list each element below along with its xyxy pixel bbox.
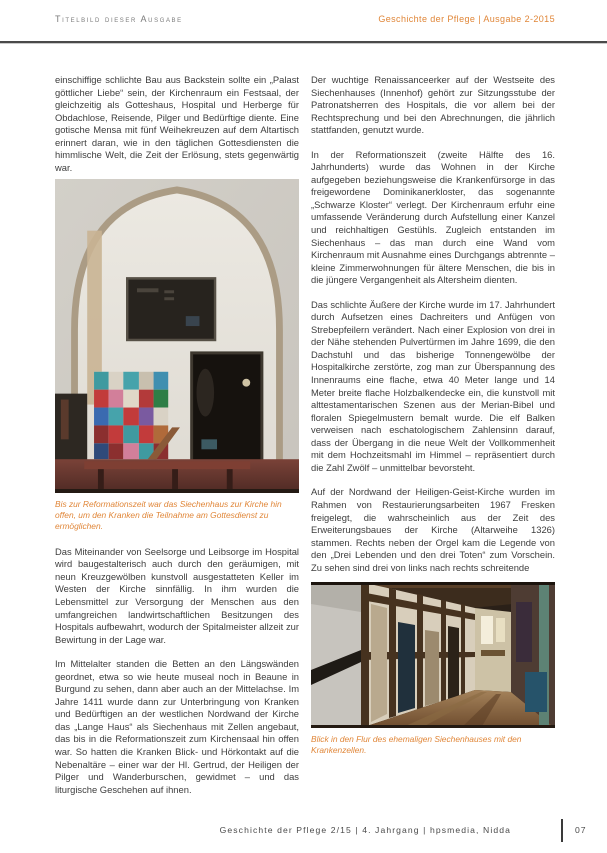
page-number: 07 <box>575 825 587 835</box>
footer-journal-info: Geschichte der Pflege 2/15 | 4. Jahrgang | hpsmedia, Nidda <box>219 825 511 835</box>
corridor-photo <box>311 582 555 728</box>
body-paragraph: Der wuchtige Renaissanceerker auf der Westseite des Siechenhauses (Innenhof) gehört zur Sitzungsstube der Patronatsherren des Hospitals, die vor allem bei der Rechtsprechung und bei den Abrechnungen, die jährlich stattfanden, genutzt wurde. <box>311 74 555 136</box>
header-issue-label: Geschichte der Pflege | Ausgabe 2-2015 <box>378 14 555 24</box>
right-column <box>311 74 555 796</box>
body-paragraph: Das schlichte Äußere der Kirche wurde im 17. Jahrhundert durch Aufsetzen eines Dachreiters und Anfügen von Strebepfeilern verändert. Nach einer Explosion von drei in der Nähe stehenden Pulvertürmen im Jahre 1699, die den Dachstuhl und das bisherige Tonnengewölbe der Hospitalkirche zerstörte, zog man zur Überspannung des Innenraums eine flache, etwa 40 Meter lange und 14 Meter breite flache Holzbalkendecke ein, die kunstvoll mit alttestamentarischen Szenen aus der Merian-Bibel und floralen Spiegelmustern bemalt wurde. Die elf Balken verweisen nach eschatologischem Zahlensinn darauf, dass der Übergang in die neue Welt der Vollkommenheit mit dem Hochzeitsmahl im Himmel – repräsentiert durch die Zahl Zwölf – unmittelbar bevorsteht. <box>311 298 555 473</box>
page-header <box>55 14 555 24</box>
body-paragraph: Das Miteinander von Seelsorge und Leibsorge im Hospital wird baugestalterisch auch durch den geräumigen, mit neun Kreuzgewölben kunstvoll ausgestatteten Keller im Westen der Kirche sinnfällig. In ihm wurden die Lebensmittel zur Versorgung der Menschen aus den umfangreichen landwirtschaftlichen Besitzungen des Hospitals aufbewahrt, wodurch der Spitalmeister allzeit zur Bewirtung in der Lage war. <box>55 545 299 645</box>
page-footer <box>0 818 607 842</box>
figure-caption: Bis zur Reformationszeit war das Siechenhaus zur Kirche hin offen, um den Kranken die Teilnahme am Gottesdienst zu ermöglichen. <box>55 499 282 531</box>
church-interior-photo <box>55 179 299 493</box>
corridor-illustration <box>311 582 555 728</box>
body-paragraph: Im Mittelalter standen die Betten an den Längswänden geordnet, etwa so wie heute museal noch in Beaune in Burgund zu sehen, dann aber auch an der Mittelachse. Im Jahre 1411 wurde dann zur Unterbringung von Kranken und Bedürftigen an der westlichen Nordwand der Kirche das „Lange Haus“ als Siechenhaus mit Zellen angebaut, das bis in die Reformationszeit zum Kirchensaal hin offen war. So hatten die Kranken Blick- und Hörkontakt auf die Nebenaltäre – einer war der Hl. Gertrud, der Heiligen der Pilger und Wanderburschen, gewidmet – und das liturgische Geschehen auf ihnen. <box>55 658 299 795</box>
header-section-title: Titelbild dieser Ausgabe <box>55 14 183 24</box>
figure-caption: Blick in den Flur des ehemaligen Siechenhauses mit den Krankenzellen. <box>311 734 522 756</box>
body-paragraph: Auf der Nordwand der Heiligen-Geist-Kirche wurden im Rahmen von Restaurierungsarbeiten 1967 Fresken freigelegt, die wahrscheinlich aus der Zeit des Erweiterungsbaues der Kirche (Altarweihe 1326) stammen. Rechts neben der Orgel kam die Legende von den „Drei Lebenden und den drei Toten“ zum Vorschein. Zu sehen sind drei von links nach rechts schreitende <box>311 486 555 573</box>
church-interior-illustration <box>55 179 299 493</box>
text-columns <box>55 74 555 796</box>
body-paragraph: In der Reformationszeit (zweite Hälfte des 16. Jahrhunderts) wurde das Wohnen in der Kirche aufgegeben beziehungsweise die Krankenfürsorge in das freigewordene Dominikanerkloster, das sogenannte „Schwarze Kloster“ verlegt. Der Kirchenraum erfuhr eine umfassende Veränderung durch Aufstellung einer Kanzel und reichhaltigen Gestühls. Zugleich entstanden im Siechenhaus – das man durch eine Wand vom Kirchenraum mit Ausnahme eines Durchgangs abtrennte – kleine Zimmerwohnungen für ältere Menschen, die bis in die jüngere Vergangenheit als Altersheim dienten. <box>311 148 555 286</box>
footer-divider <box>561 819 563 842</box>
header-rule <box>0 41 607 44</box>
body-paragraph: einschiffige schlichte Bau aus Backstein sollte ein „Palast göttlicher Liebe“ sein, der Kirchenraum ein Festsaal, der gleichzeitig als Gotteshaus, Hospital und Herberge für Obdachlose, Reisende, Pilger und Bedürftige diente. Eine gotische Mensa mit fünf Weihekreuzen auf dem Altartisch erinnert daran, wie in den täglichen Gottesdiensten die himmlische Welt, die Zeit der Erlösung, stets gegenwärtig war. <box>55 74 299 173</box>
left-column <box>55 74 299 796</box>
